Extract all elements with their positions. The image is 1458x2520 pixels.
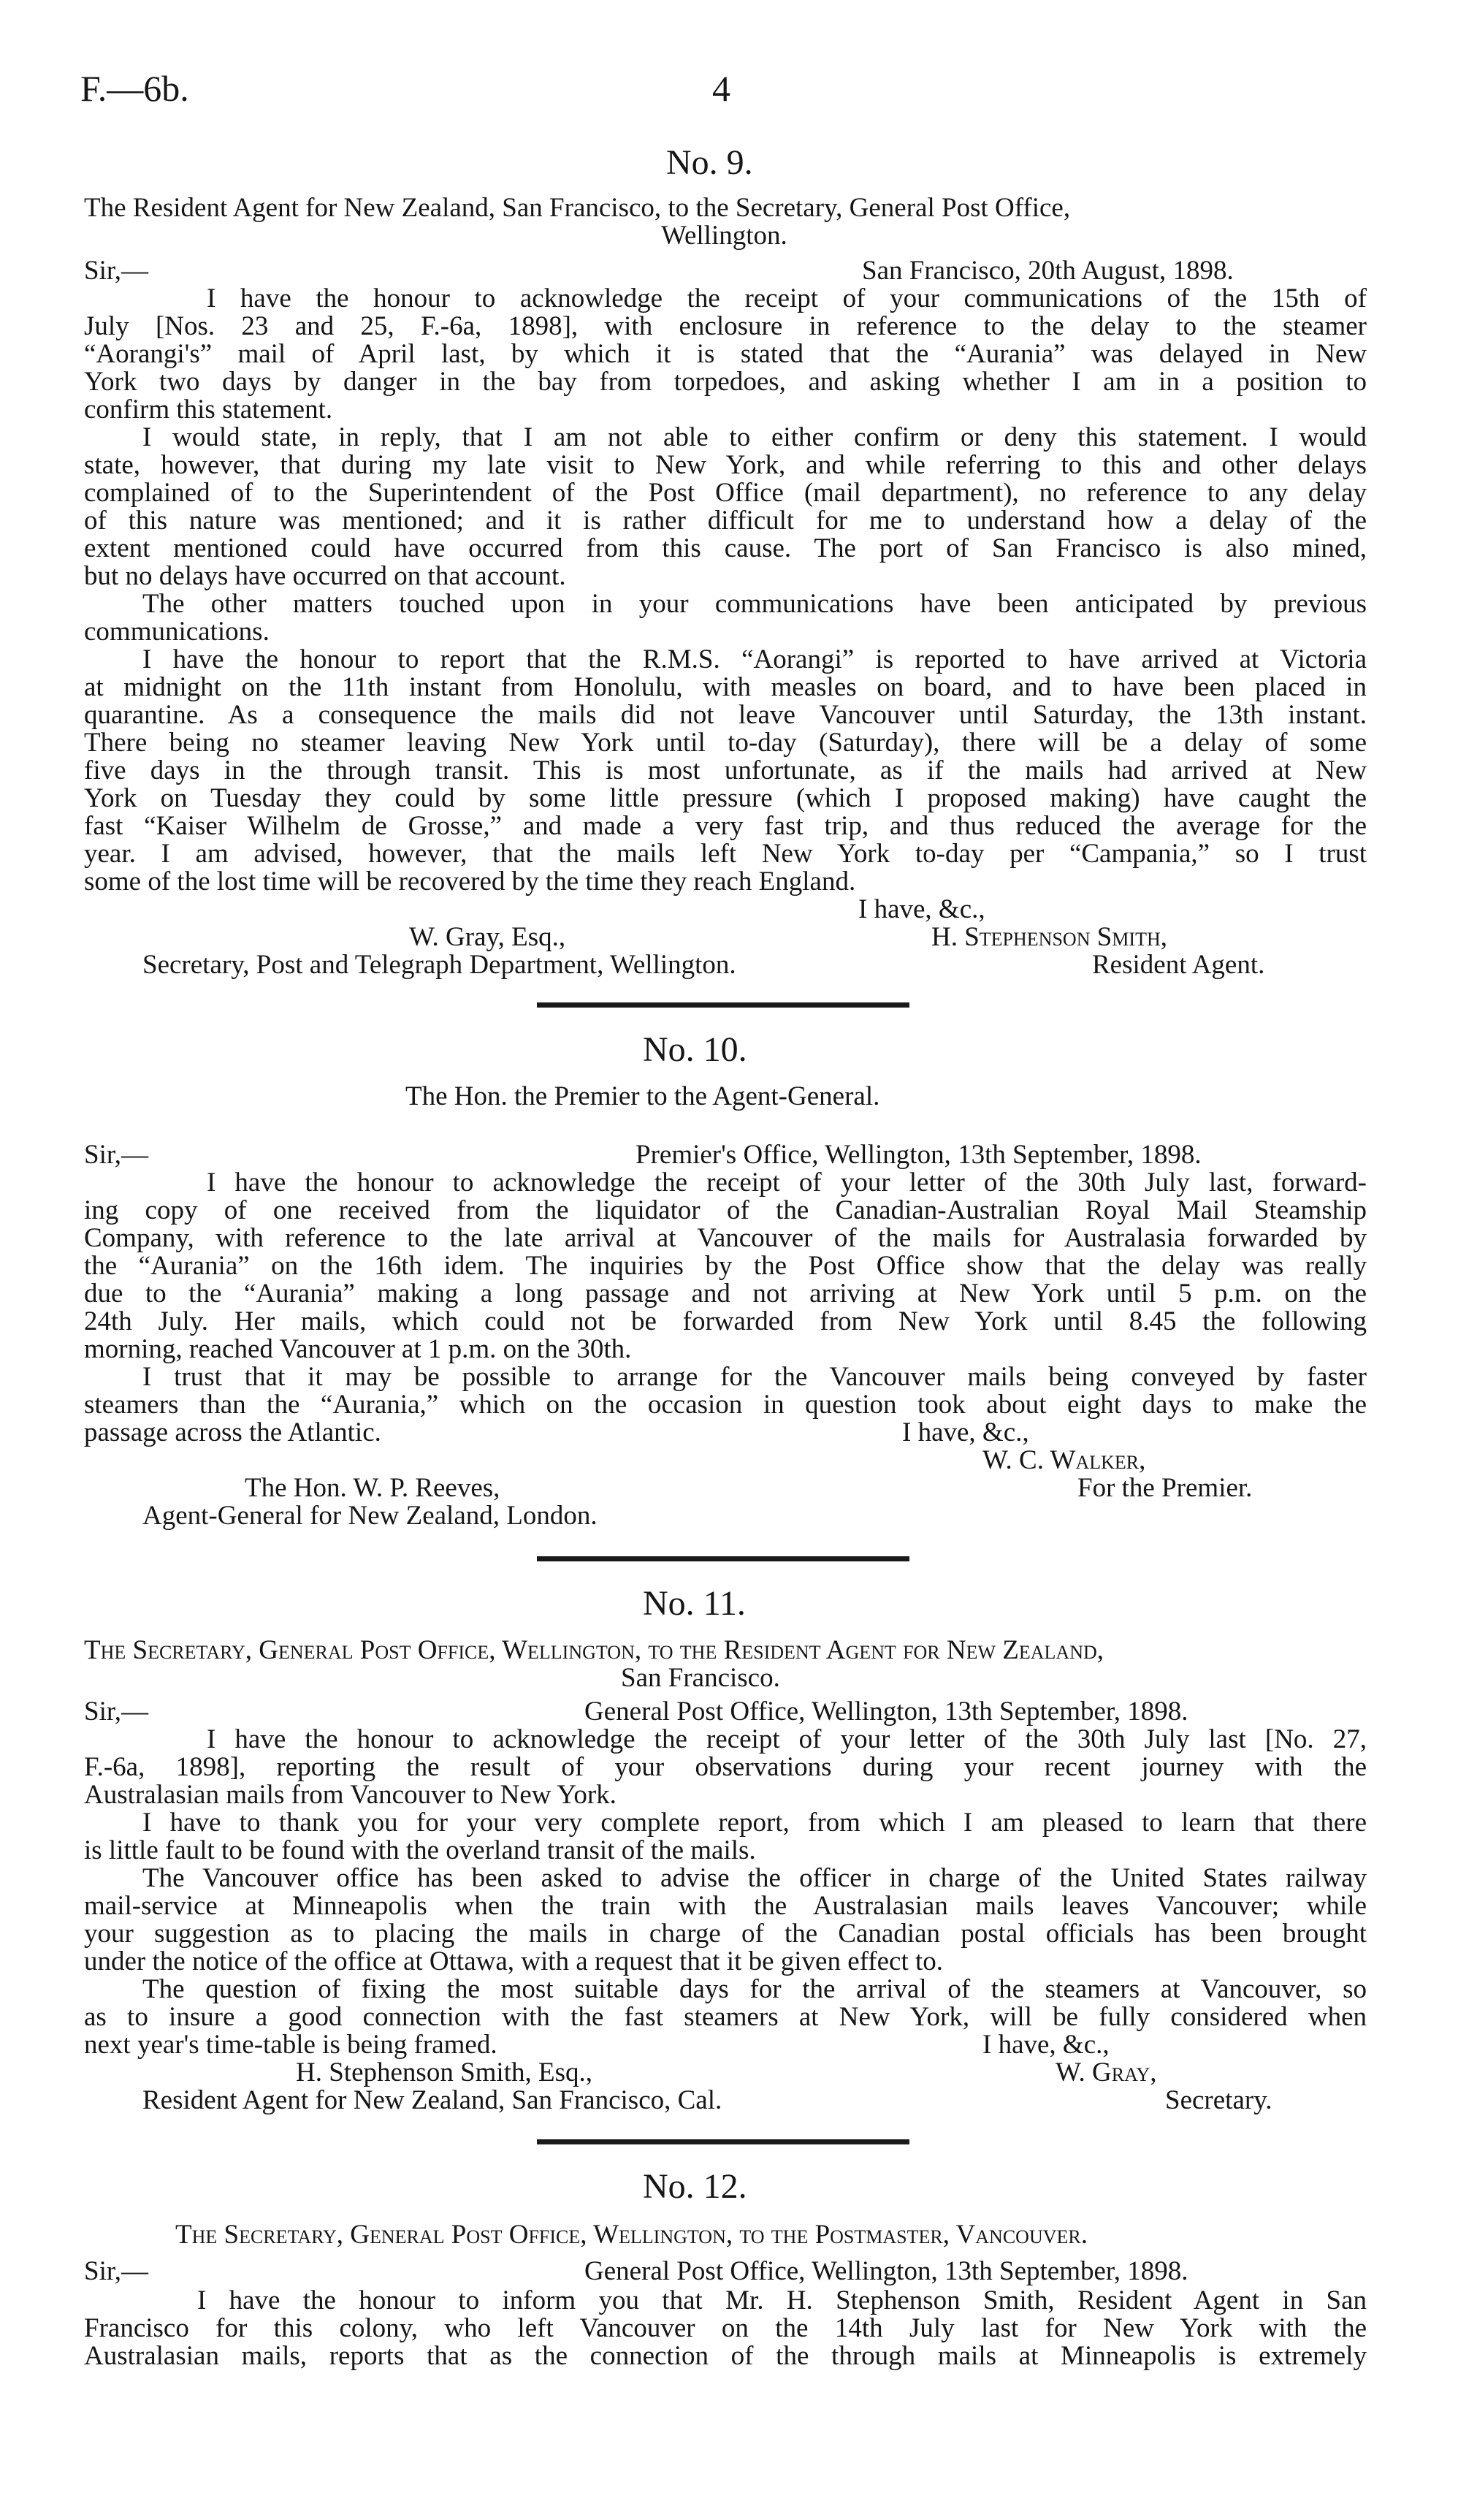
letter-number: No. 12. (643, 2167, 747, 2206)
body-line: extent mentioned could have occurred from this cause. The port of San Francisco is also mined, (84, 533, 1367, 563)
body-line: passage across the Atlantic. (84, 1417, 381, 1447)
body-line: fast “Kaiser Wilhelm de Grosse,” and made a very fast trip, and thus reduced the average for the (84, 811, 1367, 841)
salutation: Sir,— (84, 2256, 148, 2286)
body-line: I have the honour to inform you that Mr. H. Stephenson Smith, Resident Agent in San (197, 2285, 1367, 2315)
letter-heading: San Francisco. (621, 1663, 780, 1693)
page-number: 4 (712, 68, 730, 109)
body-line: July [Nos. 23 and 25, F.-6a, 1898], with enclosure in reference to the delay to the steamer (84, 311, 1367, 341)
salutation: Sir,— (84, 256, 148, 286)
body-line: Francisco for this colony, who left Vancouver on the 14th July last for New York with the (84, 2313, 1367, 2343)
body-line: steamers than the “Aurania,” which on the occasion in question took about eight days to make the (84, 1390, 1367, 1420)
body-line: I have the honour to acknowledge the receipt of your communications of the 15th of (207, 283, 1367, 313)
body-line: at midnight on the 11th instant from Honolulu, with measles on board, and to have been placed in (84, 672, 1367, 702)
section-divider (537, 1556, 909, 1561)
body-line: “Aorangi's” mail of April last, by which it is stated that the “Aurania” was delayed in New (84, 339, 1367, 369)
body-line: confirm this statement. (84, 395, 333, 425)
addressee-line: The Hon. W. P. Reeves, (245, 1473, 500, 1503)
body-line: five days in the through transit. This is most unfortunate, as if the mails had arrived at New (84, 755, 1367, 785)
date-line: General Post Office, Wellington, 13th September, 1898. (584, 2256, 1188, 2286)
body-line: your suggestion as to placing the mails in charge of the Canadian postal officials has been brought (84, 1919, 1367, 1949)
body-line: morning, reached Vancouver at 1 p.m. on the 30th. (84, 1334, 632, 1364)
closing: I have, &c., (858, 894, 985, 924)
body-line: mail-service at Minneapolis when the train with the Australasian mails leaves Vancouver; while (84, 1891, 1367, 1921)
body-line: under the notice of the office at Ottawa, with a request that it be given effect to. (84, 1946, 944, 1976)
body-line: York on Tuesday they could by some little pressure (which I proposed making) have caught the (84, 783, 1367, 813)
letter-heading: The Resident Agent for New Zealand, San Francisco, to the Secretary, General Post Office, (84, 193, 1071, 223)
date-line: Premier's Office, Wellington, 13th September, 1898. (636, 1140, 1202, 1170)
body-line: but no delays have occurred on that account. (84, 561, 566, 591)
addressee-line: Secretary, Post and Telegraph Department, Wellington. (142, 950, 736, 980)
signatory-title: Secretary. (1165, 2085, 1272, 2115)
section-divider (537, 1002, 909, 1008)
letter-heading: Wellington. (661, 221, 787, 251)
body-line: There being no steamer leaving New York until to-day (Saturday), there will be a delay of some (84, 728, 1367, 758)
body-line: I have the honour to acknowledge the receipt of your letter of the 30th July last [No. 27, (207, 1724, 1367, 1754)
salutation: Sir,— (84, 1140, 148, 1170)
body-line: the “Aurania” on the 16th idem. The inquiries by the Post Office show that the delay was really (84, 1251, 1367, 1281)
body-line: F.-6a, 1898], reporting the result of your observations during your recent journey with the (84, 1752, 1367, 1782)
body-line: Company, with reference to the late arrival at Vancouver of the mails for Australasia forwarded by (84, 1223, 1367, 1253)
body-line: complained of to the Superintendent of the Post Office (mail department), no reference to any delay (84, 478, 1367, 508)
body-line: communications. (84, 617, 270, 647)
letter-heading: The Secretary, General Post Office, Wellington, to the Postmaster, Vancouver. (175, 2220, 1088, 2250)
signatory-name: W. Gray, (1056, 2058, 1157, 2087)
letter-heading: The Hon. the Premier to the Agent-General. (405, 1081, 880, 1111)
body-line: some of the lost time will be recovered by the time they reach England. (84, 867, 856, 897)
body-line: 24th July. Her mails, which could not be forwarded from New York until 8.45 the following (84, 1306, 1367, 1336)
addressee-line: Agent-General for New Zealand, London. (142, 1501, 598, 1531)
section-divider (537, 2139, 909, 2144)
salutation: Sir,— (84, 1697, 148, 1727)
body-line: I would state, in reply, that I am not able to either confirm or deny this statement. I would (142, 422, 1367, 452)
body-line: Australasian mails, reports that as the connection of the through mails at Minneapolis is extremely (84, 2341, 1367, 2371)
body-line: of this nature was mentioned; and it is rather difficult for me to understand how a delay of the (84, 506, 1367, 536)
addressee-line: Resident Agent for New Zealand, San Francisco, Cal. (142, 2085, 722, 2115)
document-code: F.—6b. (80, 68, 189, 109)
letter-number: No. 10. (643, 1030, 747, 1069)
body-line: I have the honour to acknowledge the receipt of your letter of the 30th July last, forward- (207, 1168, 1367, 1198)
body-line: due to the “Aurania” making a long passage and not arriving at New York until 5 p.m. on the (84, 1279, 1367, 1309)
closing: I have, &c., (902, 1417, 1029, 1447)
body-line: is little fault to be found with the overland transit of the mails. (84, 1835, 756, 1865)
signatory-name: W. C. Walker, (982, 1445, 1146, 1475)
body-line: next year's time-table is being framed. (84, 2030, 497, 2060)
body-line: I have to thank you for your very complete report, from which I am pleased to learn that there (142, 1808, 1367, 1838)
body-line: I have the honour to report that the R.M.S. “Aorangi” is reported to have arrived at Victoria (142, 644, 1367, 674)
signatory-title: For the Premier. (1077, 1473, 1253, 1503)
letter-number: No. 11. (643, 1584, 746, 1623)
body-line: The question of fixing the most suitable days for the arrival of the steamers at Vancouver, so (142, 1974, 1367, 2004)
date-line: San Francisco, 20th August, 1898. (862, 256, 1234, 286)
body-line: I trust that it may be possible to arrange for the Vancouver mails being conveyed by faster (142, 1362, 1367, 1392)
addressee-line: H. Stephenson Smith, Esq., (296, 2058, 592, 2087)
body-line: York two days by danger in the bay from torpedoes, and asking whether I am in a position to (84, 367, 1367, 397)
letter-number: No. 9. (666, 143, 753, 182)
signatory-title: Resident Agent. (1092, 950, 1265, 980)
body-line: as to insure a good connection with the fast steamers at New York, will be fully considered when (84, 2002, 1367, 2032)
body-line: Australasian mails from Vancouver to New York. (84, 1780, 617, 1810)
signatory-name: H. Stephenson Smith, (931, 922, 1167, 952)
letter-heading: The Secretary, General Post Office, Wellington, to the Resident Agent for New Zealand, (84, 1635, 1104, 1665)
body-line: quarantine. As a consequence the mails did not leave Vancouver until Saturday, the 13th instant. (84, 700, 1367, 730)
body-line: state, however, that during my late visit to New York, and while referring to this and other delays (84, 450, 1367, 480)
body-line: ing copy of one received from the liquidator of the Canadian-Australian Royal Mail Steamship (84, 1195, 1367, 1225)
body-line: The Vancouver office has been asked to advise the officer in charge of the United States railway (142, 1863, 1367, 1893)
closing: I have, &c., (982, 2030, 1110, 2060)
body-line: The other matters touched upon in your communications have been anticipated by previous (142, 589, 1367, 619)
date-line: General Post Office, Wellington, 13th September, 1898. (584, 1697, 1188, 1727)
addressee-line: W. Gray, Esq., (409, 922, 566, 952)
body-line: year. I am advised, however, that the mails left New York to-day per “Campania,” so I trust (84, 839, 1367, 869)
